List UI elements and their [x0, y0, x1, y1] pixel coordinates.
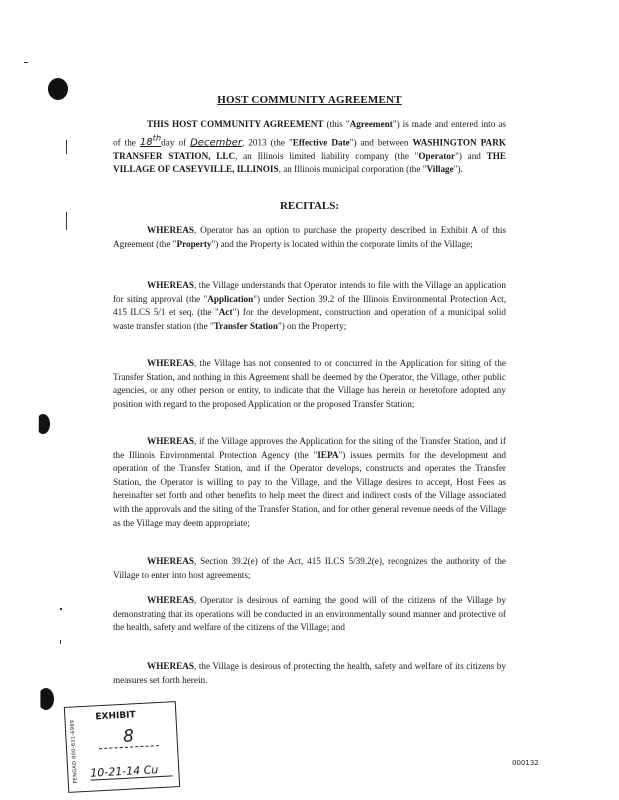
exhibit-initials: Cu — [143, 763, 159, 777]
whereas-paragraph-4: WHEREAS, if the Village approves the Application for the siting of the Transfer Station, and if the Illinois Environmental Protection Agency (the "IEPA") issues permits for the development and operation of the Transfer Station, and if the Operator develops, constructs and operates the Transfer Station, the Operator is willing to pay to the Village, and the Village desires to accept, Host Fees as hereinafter set forth and other benefits to help meet the direct and indirect costs of the Village associated with the approvals and the siting of the Transfer Station, and for other general revenue needs of the Village as the Village may deem appropriate; — [113, 436, 506, 528]
document-title: HOST COMMUNITY AGREEMENT — [217, 94, 402, 106]
whereas-paragraph-1: WHEREAS, Operator has an option to purchase the property described in Exhibit A of this Agreement (the "Property") and the Property is located within the corporate limits of the Village; — [113, 225, 506, 249]
scan-mark — [66, 140, 67, 154]
scan-mark — [24, 62, 28, 63]
whereas-paragraph-6: WHEREAS, Operator is desirous of earning the good will of the citizens of the Village by demonstrating that its operations will be conducted in an environmentally sound manner and protective of the health, safety and welfare of the citizens of the Village; and — [113, 595, 506, 633]
handwritten-month: December — [190, 136, 242, 148]
whereas-paragraph-5: WHEREAS, Section 39.2(e) of the Act, 415 ILCS 5/39.2(e), recognizes the authority of the Village to enter into host agreements; — [113, 556, 506, 580]
whereas-paragraph-2: WHEREAS, the Village understands that Operator intends to file with the Village an application for siting approval (the "Application") under Section 39.2 of the Illinois Environmental Protection Act, 415 ILCS 5/1 et seq. (the "Act") for the development, construction and operation of a municipal solid waste transfer station (the "Transfer Station") on the Property; — [113, 280, 507, 331]
punch-hole-bottom — [38, 688, 54, 710]
opening-paragraph: THIS HOST COMMUNITY AGREEMENT (this "Agreement") is made and entered into as of the 18thday of December, 2013 (the "Effective Date") and between WASHINGTON PARK TRANSFER STATION, LLC, an Illinois limited liability company (the "Operator") and THE VILLAGE OF CASEYVILLE, ILLINOIS, an Illinois municipal corporation (the "Village"). — [113, 119, 506, 175]
exhibit-label: EXHIBIT — [95, 710, 136, 723]
exhibit-date: 10-21-14 Cu — [90, 762, 173, 780]
recitals-heading: RECITALS: — [279, 200, 340, 212]
scan-mark — [60, 608, 62, 610]
whereas-paragraph-3: WHEREAS, the Village has not consented to or concurred in the Application for siting of the Transfer Station, and nothing in this Agreement shall be deemed by the Operator, the Village, other public agencies, or any other person or entity, to indicate that the Village has herein or heretofore adopted any position with regard to the proposed Application or the proposed Transfer Station; — [113, 358, 506, 409]
whereas-paragraph-7: WHEREAS, the Village is desirous of protecting the health, safety and welfare of its citizens by measures set forth herein. — [113, 661, 506, 685]
exhibit-number: 8 — [98, 725, 159, 749]
punch-hole-middle — [36, 414, 50, 434]
scan-mark — [66, 212, 67, 230]
exhibit-sticker — [64, 701, 180, 793]
scan-mark — [60, 640, 61, 644]
exhibit-side-text: PENGAD 800-631-6989 — [69, 719, 79, 784]
handwritten-day: 18th — [139, 132, 162, 148]
bates-number: 000132 — [512, 759, 539, 767]
